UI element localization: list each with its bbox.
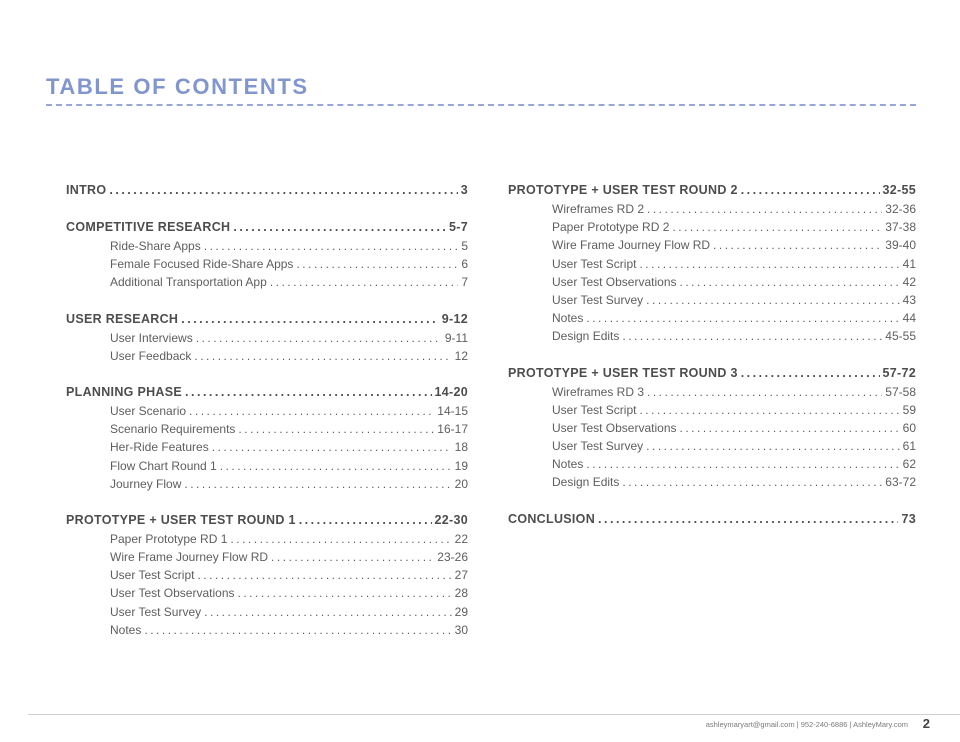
toc-item-label: Notes — [110, 622, 142, 637]
toc-item-label: Wire Frame Journey Flow RD — [110, 550, 269, 565]
toc-page-number: 29 — [454, 604, 468, 619]
toc-page-number: 59 — [902, 402, 916, 417]
toc-item[interactable] — [66, 475, 468, 493]
toc-item[interactable] — [66, 347, 468, 365]
dot-leader — [238, 420, 434, 438]
toc-item[interactable] — [66, 402, 468, 420]
dot-leader — [189, 402, 434, 420]
toc-item-label: User Test Survey — [110, 604, 202, 619]
toc-item-label: User Test Observations — [552, 420, 677, 435]
toc-page-number: 61 — [902, 439, 916, 454]
toc-item[interactable] — [66, 621, 468, 639]
toc-section-label: COMPETITIVE RESEARCH — [66, 220, 231, 234]
toc-item-label: Flow Chart Round 1 — [110, 458, 217, 473]
toc-page-number: 37-38 — [885, 220, 916, 235]
toc-item-label: Her-Ride Features — [110, 440, 209, 455]
toc-page-number: 57-58 — [885, 384, 916, 399]
title-divider — [46, 104, 916, 106]
toc-item-label: User Test Script — [552, 256, 637, 271]
dot-leader — [646, 291, 899, 309]
dot-leader — [296, 255, 458, 273]
dot-leader — [220, 457, 452, 475]
toc-page-number: 19 — [454, 458, 468, 473]
toc-page-number: 32-55 — [882, 183, 916, 197]
dot-leader — [622, 327, 882, 345]
page-title: TABLE OF CONTENTS — [46, 74, 309, 99]
toc-page-number: 27 — [454, 568, 468, 583]
dot-leader — [680, 273, 900, 291]
dot-leader — [212, 438, 452, 456]
toc-item-label: Wireframes RD 2 — [552, 202, 645, 216]
dot-leader — [639, 255, 899, 273]
toc-item[interactable] — [508, 255, 916, 273]
toc-page-number: 5-7 — [449, 220, 468, 234]
toc-page-number: 43 — [902, 292, 916, 307]
toc-page-number: 7 — [461, 275, 468, 290]
toc-item-label: Additional Transportation App — [110, 275, 267, 290]
toc-page-number: 9-11 — [444, 330, 468, 345]
toc-item-label: Journey Flow — [110, 476, 182, 491]
toc-item[interactable] — [66, 438, 468, 456]
dot-leader — [238, 584, 452, 602]
toc-page-number: 41 — [902, 256, 916, 271]
toc-section-label: PROTOTYPE + USER TEST ROUND 1 — [66, 512, 296, 527]
toc-item-label: Paper Prototype RD 1 — [110, 531, 228, 546]
dot-leader — [204, 603, 451, 621]
toc-item[interactable] — [508, 236, 916, 254]
dot-leader — [181, 309, 439, 329]
toc-page-number: 32-36 — [885, 202, 916, 216]
dot-leader — [194, 347, 451, 365]
toc-item[interactable] — [66, 273, 468, 291]
dot-leader — [586, 309, 899, 327]
toc-section-round-3[interactable] — [508, 363, 916, 383]
toc-item-label: User Scenario — [110, 403, 187, 418]
footer-contact: ashleymaryart@gmail.com | 952-240-6886 | AshleyMary.com — [705, 720, 908, 729]
toc-item-label: Wireframes RD 3 — [552, 384, 645, 399]
toc-item-label: User Test Observations — [552, 274, 677, 289]
dot-leader — [680, 419, 900, 437]
footer-divider — [28, 714, 960, 715]
toc-section-planning-phase[interactable] — [66, 382, 468, 402]
toc-item[interactable] — [508, 437, 916, 455]
dot-leader — [185, 382, 431, 402]
toc-page-number: 14-20 — [434, 384, 468, 399]
toc-page-number: 57-72 — [882, 365, 916, 380]
toc-item-label: Scenario Requirements — [110, 422, 236, 437]
dot-leader — [197, 566, 451, 584]
toc-page-number: 62 — [902, 457, 916, 472]
toc-item[interactable] — [66, 420, 468, 438]
toc-section-intro[interactable] — [66, 180, 468, 200]
toc-page-number: 5 — [461, 239, 468, 253]
toc-item[interactable] — [66, 530, 468, 548]
toc-left-column — [66, 180, 468, 639]
toc-item-label: User Feedback — [110, 348, 192, 363]
toc-page-number: 22 — [454, 531, 468, 546]
toc-page-number: 39-40 — [885, 238, 916, 253]
dot-leader — [647, 200, 882, 218]
toc-page-number: 3 — [460, 183, 468, 197]
toc-page-number: 44 — [902, 311, 916, 326]
toc-item[interactable] — [508, 401, 916, 419]
toc-page-number: 12 — [454, 348, 468, 363]
toc-section-label: CONCLUSION — [508, 511, 596, 526]
toc-item[interactable] — [66, 329, 468, 347]
toc-item-label: Paper Prototype RD 2 — [552, 220, 670, 235]
toc-page-number: 14-15 — [437, 403, 468, 418]
toc-item[interactable] — [508, 383, 916, 401]
toc-item-label: Design Edits — [552, 329, 620, 344]
dot-leader — [271, 548, 434, 566]
dot-leader — [741, 363, 880, 383]
toc-item[interactable] — [508, 291, 916, 309]
toc-item-label: User Test Survey — [552, 292, 644, 307]
page-number: 2 — [922, 716, 930, 731]
toc-item-label: Design Edits — [552, 475, 620, 490]
toc-item-label: User Test Survey — [552, 439, 644, 454]
toc-page-number: 23-26 — [437, 550, 468, 565]
toc-page-number: 6 — [461, 257, 468, 272]
toc-right-column — [508, 180, 916, 529]
toc-page-number: 42 — [902, 274, 916, 289]
dot-leader — [622, 473, 882, 491]
toc-item-label: Wire Frame Journey Flow RD — [552, 238, 711, 253]
toc-item[interactable] — [508, 419, 916, 437]
dot-leader — [233, 217, 446, 237]
toc-item[interactable] — [66, 548, 468, 566]
toc-section-competitive-research[interactable] — [66, 217, 468, 237]
dot-leader — [741, 180, 880, 200]
toc-page-number: 73 — [901, 511, 916, 526]
dot-leader — [196, 329, 442, 347]
dot-leader — [639, 401, 899, 419]
dot-leader — [299, 510, 432, 530]
toc-item-label: Female Focused Ride-Share Apps — [110, 257, 294, 272]
toc-item[interactable] — [508, 455, 916, 473]
toc-page-number: 20 — [454, 476, 468, 491]
dot-leader — [144, 621, 451, 639]
dot-leader — [647, 383, 882, 401]
toc-item-label: User Test Script — [110, 568, 195, 583]
toc-page-number: 45-55 — [885, 329, 916, 344]
toc-page-number: 60 — [902, 420, 916, 435]
toc-item-label: Notes — [552, 457, 584, 472]
toc-section-label: INTRO — [66, 183, 107, 197]
toc-section-label: PROTOTYPE + USER TEST ROUND 2 — [508, 183, 738, 197]
toc-item[interactable] — [66, 603, 468, 621]
toc-item-label: User Test Script — [552, 402, 637, 417]
toc-item-label: Notes — [552, 311, 584, 326]
dot-leader — [598, 509, 898, 529]
dot-leader — [586, 455, 899, 473]
toc-item[interactable] — [66, 457, 468, 475]
toc-item[interactable] — [66, 255, 468, 273]
toc-section-label: USER RESEARCH — [66, 311, 179, 326]
toc-item[interactable] — [508, 309, 916, 327]
toc-item-label: User Test Observations — [110, 586, 235, 601]
dot-leader — [184, 475, 451, 493]
dot-leader — [204, 237, 459, 255]
toc-item-label: User Interviews — [110, 330, 193, 345]
toc-section-round-1[interactable] — [66, 510, 468, 530]
dot-leader — [646, 437, 899, 455]
toc-item[interactable] — [508, 273, 916, 291]
toc-page-number: 63-72 — [885, 475, 916, 490]
toc-item[interactable] — [508, 327, 916, 345]
toc-page-number: 18 — [454, 440, 468, 455]
dot-leader — [672, 218, 882, 236]
toc-item[interactable] — [66, 566, 468, 584]
toc-page-number: 28 — [454, 586, 468, 601]
dot-leader — [230, 530, 451, 548]
toc-item[interactable] — [66, 584, 468, 602]
toc-item[interactable] — [508, 218, 916, 236]
dot-leader — [713, 236, 882, 254]
toc-section-label: PROTOTYPE + USER TEST ROUND 3 — [508, 365, 738, 380]
dot-leader — [270, 273, 459, 291]
toc-item[interactable] — [508, 473, 916, 491]
toc-page-number: 22-30 — [434, 512, 468, 527]
toc-item[interactable] — [508, 200, 916, 218]
dot-leader — [109, 180, 457, 200]
toc-section-label: PLANNING PHASE — [66, 384, 183, 399]
toc-page-number: 30 — [454, 622, 468, 637]
toc-item[interactable] — [66, 237, 468, 255]
toc-page-number: 9-12 — [441, 311, 468, 326]
toc-section-user-research[interactable] — [66, 309, 468, 329]
toc-item-label: Ride-Share Apps — [110, 239, 201, 253]
toc-section-conclusion[interactable] — [508, 509, 916, 529]
toc-section-round-2[interactable] — [508, 180, 916, 200]
toc-page-number: 16-17 — [437, 422, 468, 437]
